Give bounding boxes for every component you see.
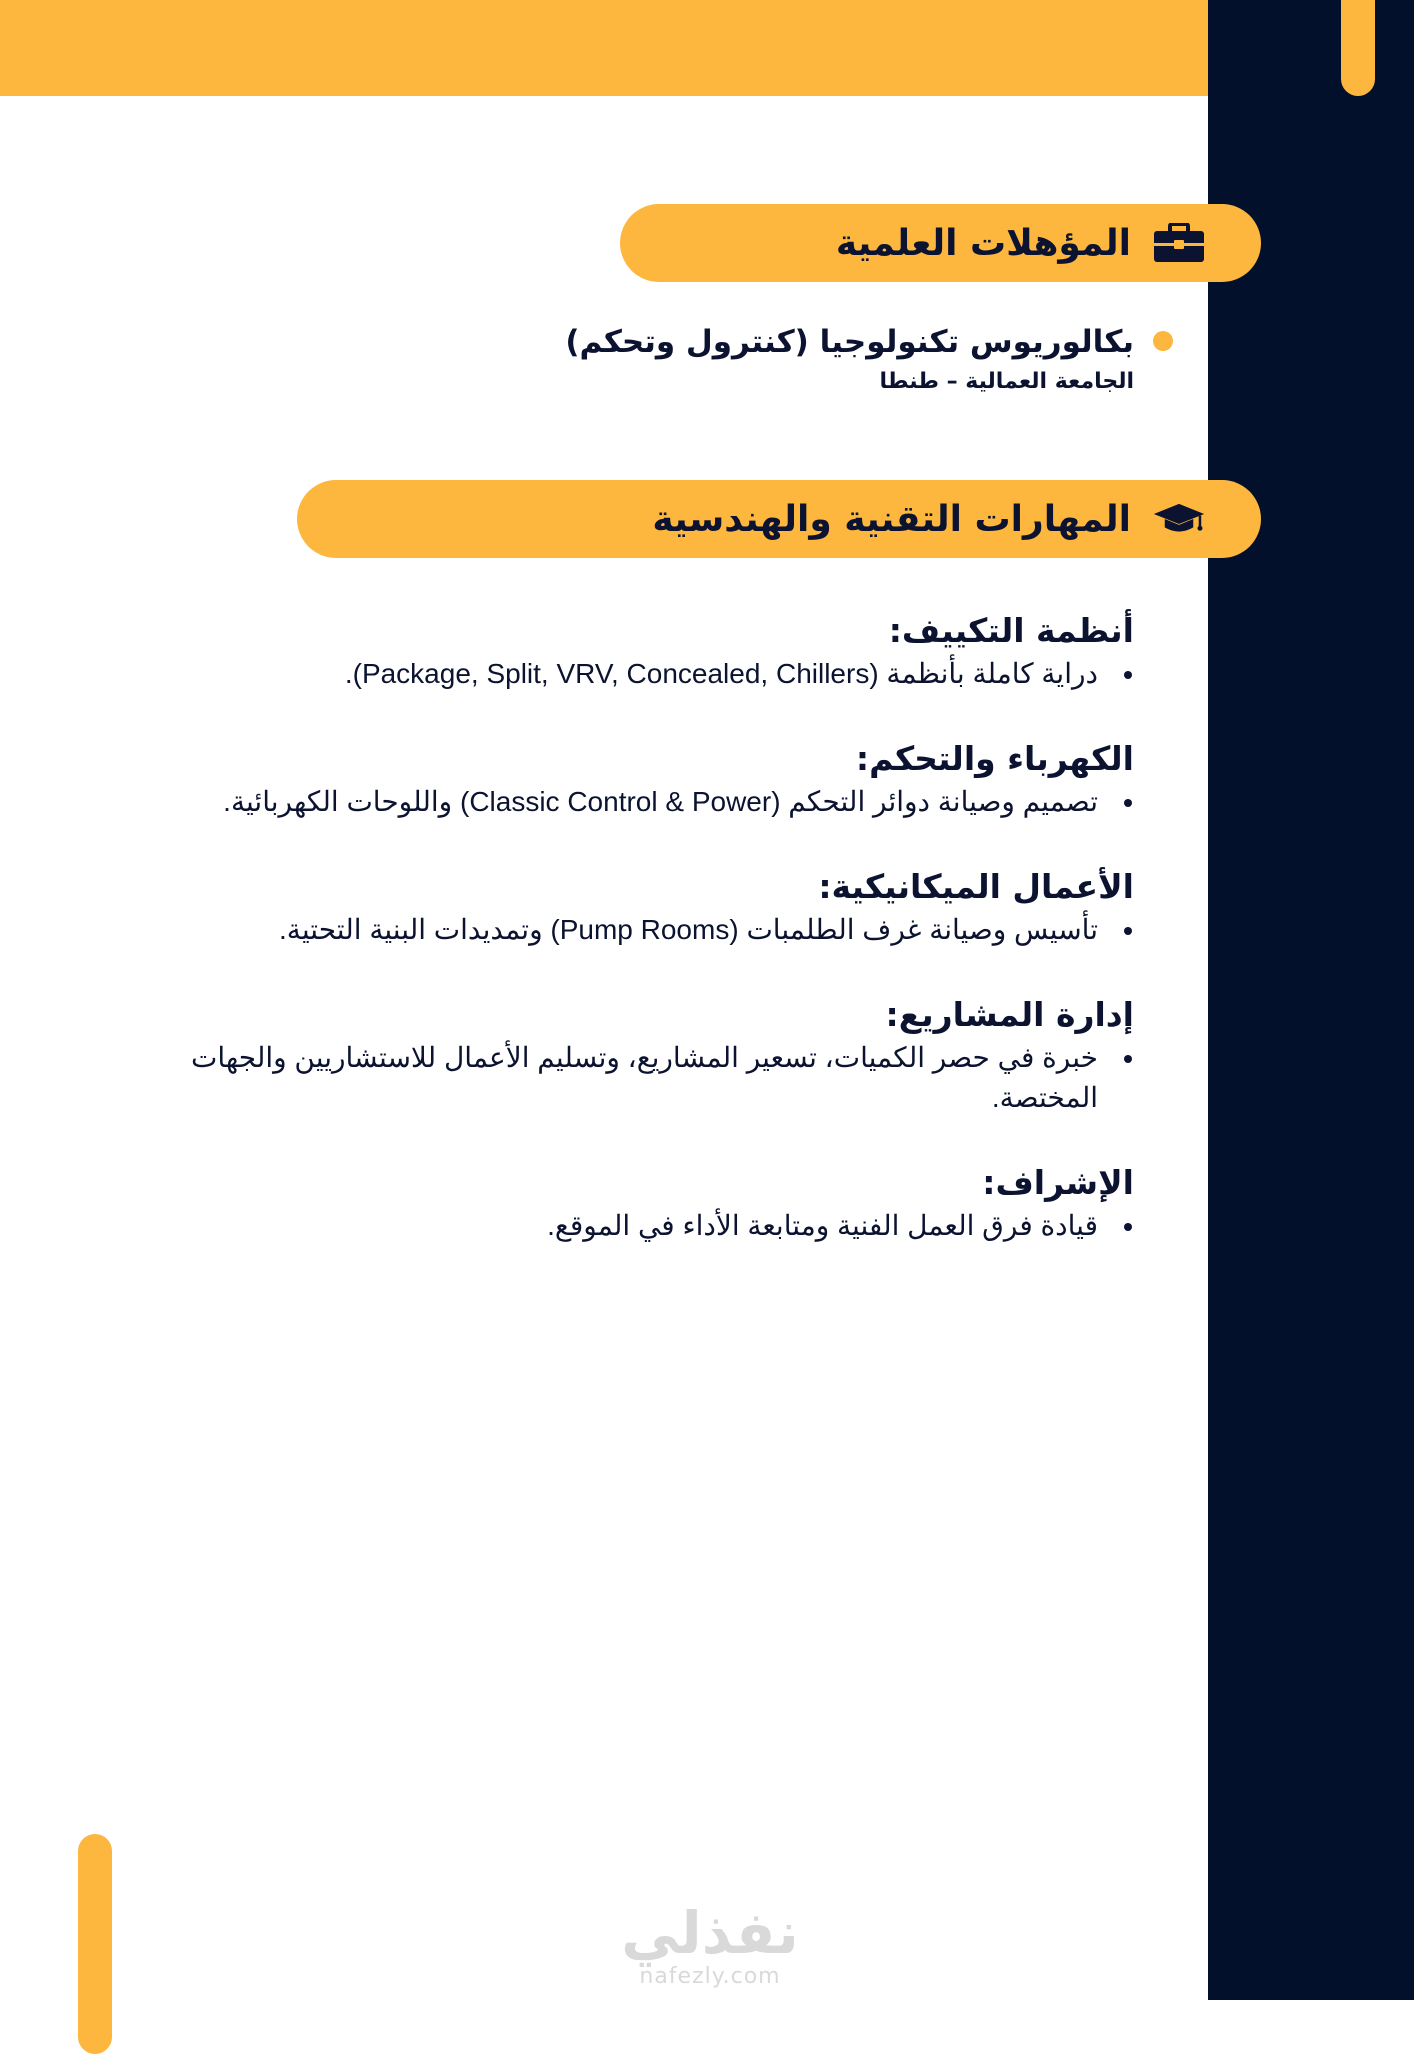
qualifications-title: المؤهلات العلمية	[835, 222, 1131, 264]
decorative-pill-top	[1341, 0, 1375, 96]
skill-group-mechanical-works	[134, 864, 1134, 950]
qualifications-section-header	[620, 204, 1261, 282]
decorative-pill-bottom	[78, 1834, 112, 2054]
qualification-university: الجامعة العمالية – طنطا	[879, 369, 1134, 394]
bullet-icon	[1124, 1223, 1132, 1231]
skill-text: تصميم وصيانة دوائر التحكم (Classic Control & Power) واللوحات الكهربائية.	[223, 786, 1098, 817]
skill-list-item	[134, 1038, 1134, 1118]
skill-group-heading: الكهرباء والتحكم:	[855, 739, 1134, 778]
briefcase-icon	[1153, 223, 1205, 263]
skill-text: دراية كاملة بأنظمة (Package, Split, VRV, Concealed, Chillers).	[344, 658, 1098, 689]
skill-text: تأسيس وصيانة غرف الطلمبات (Pump Rooms) وتمديدات البنية التحتية.	[279, 914, 1098, 945]
qualification-item	[565, 318, 1134, 398]
qualification-degree: بكالوريوس تكنولوجيا (كنترول وتحكم)	[565, 324, 1134, 360]
skill-group-project-management	[134, 992, 1134, 1118]
bullet-icon	[1124, 799, 1132, 807]
skill-group-heading: الأعمال الميكانيكية:	[818, 867, 1134, 906]
top-accent-bar	[0, 0, 1208, 96]
skill-list-item	[134, 654, 1134, 694]
skill-list-item	[134, 910, 1134, 950]
side-panel	[1208, 0, 1414, 2000]
skill-group-supervision	[134, 1160, 1134, 1246]
bullet-icon	[1124, 927, 1132, 935]
skill-group-heading: أنظمة التكييف:	[888, 611, 1134, 650]
bullet-icon	[1124, 671, 1132, 679]
skill-list	[134, 782, 1134, 822]
skills-section-header	[297, 480, 1261, 558]
watermark-arabic: نفذلي	[621, 1899, 799, 1967]
graduation-cap-icon	[1153, 499, 1205, 539]
skill-group-heading: الإشراف:	[982, 1163, 1134, 1202]
skill-list	[134, 654, 1134, 694]
skill-text: خبرة في حصر الكميات، تسعير المشاريع، وتسليم الأعمال للاستشاريين والجهات المختصة.	[190, 1042, 1098, 1113]
watermark-logo	[610, 1899, 810, 1990]
skill-text: قيادة فرق العمل الفنية ومتابعة الأداء في الموقع.	[547, 1210, 1098, 1241]
skill-list	[134, 910, 1134, 950]
watermark-latin: nafezly.com	[639, 1964, 781, 1989]
skill-group-heading: إدارة المشاريع:	[885, 995, 1134, 1034]
skill-group-air-conditioning	[134, 608, 1134, 694]
skill-list-item	[134, 1206, 1134, 1246]
skills-title: المهارات التقنية والهندسية	[652, 498, 1131, 540]
skill-group-electrical-control	[134, 736, 1134, 822]
qualification-bullet-dot	[1153, 331, 1173, 351]
skill-list-item	[134, 782, 1134, 822]
skill-list	[134, 1206, 1134, 1246]
skill-list	[134, 1038, 1134, 1118]
bullet-icon	[1124, 1055, 1132, 1063]
